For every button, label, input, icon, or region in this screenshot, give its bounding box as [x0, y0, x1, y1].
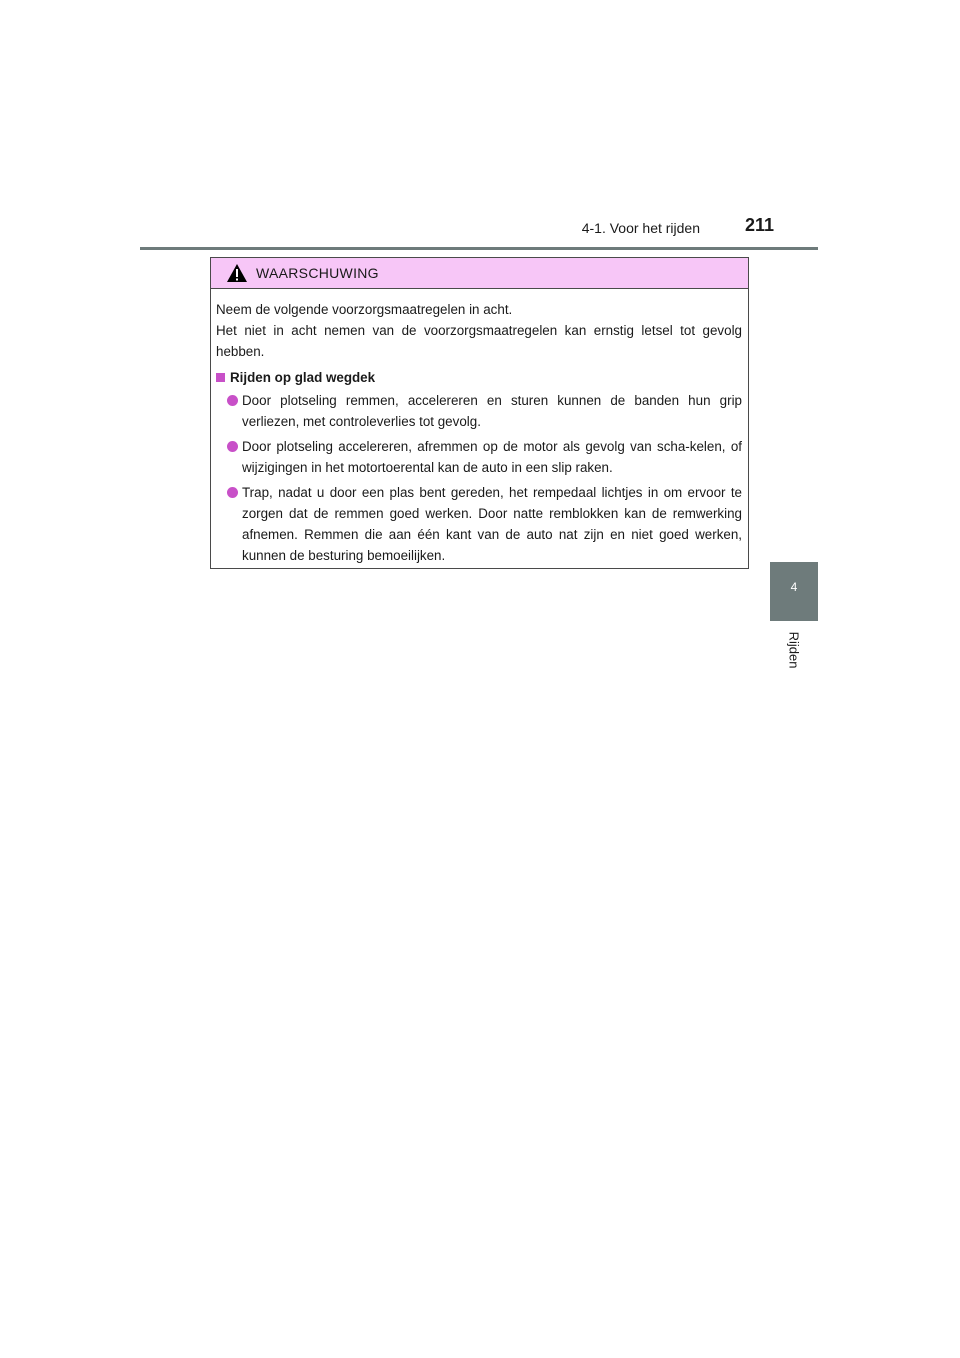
warning-header — [211, 258, 748, 289]
chapter-number: 4 — [790, 580, 798, 594]
warning-triangle-icon — [226, 263, 248, 283]
square-bullet-icon — [216, 373, 225, 382]
list-item-text: Door plotseling accelereren, afremmen op de motor als gevolg van scha-kelen, of wijzigingen in het motortoerental kan de auto in een slip raken. — [242, 439, 742, 475]
list-item — [216, 482, 742, 566]
warning-box — [210, 257, 749, 569]
bullet-dot-icon — [227, 487, 238, 498]
list-item — [216, 436, 742, 478]
warning-subheading-text: Rijden op glad wegdek — [230, 370, 376, 385]
section-title: 4-1. Voor het rijden — [581, 220, 700, 236]
warning-intro — [216, 299, 742, 362]
page-number: 211 — [744, 215, 774, 235]
list-item — [216, 390, 742, 432]
warning-intro-line2: Het niet in acht nemen van de voorzorgsmaatregelen kan ernstig letsel tot gevolg hebben. — [216, 323, 742, 359]
list-item-text: Door plotseling remmen, accelereren en sturen kunnen de banden hun grip verliezen, met controleverlies tot gevolg. — [242, 393, 742, 429]
warning-bullet-list — [216, 390, 742, 566]
warning-subheading — [216, 367, 742, 388]
chapter-label: Rijden — [786, 631, 802, 669]
list-item-text: Trap, nadat u door een plas bent gereden, het rempedaal lichtjes in om ervoor te zorgen dat de remmen goed werken. Door natte remblokken kan de remwerking afnemen. Remmen die aan één kant van de auto nat zijn en niet goed werken, kunnen de besturing bemoeilijken. — [242, 485, 742, 563]
bullet-dot-icon — [227, 441, 238, 452]
chapter-tab — [770, 562, 818, 621]
bullet-dot-icon — [227, 395, 238, 406]
page-header — [140, 217, 818, 250]
warning-intro-line1: Neem de volgende voorzorgsmaatregelen in acht. — [216, 302, 513, 317]
warning-title: WAARSCHUWING — [256, 265, 379, 281]
warning-body — [211, 289, 748, 566]
